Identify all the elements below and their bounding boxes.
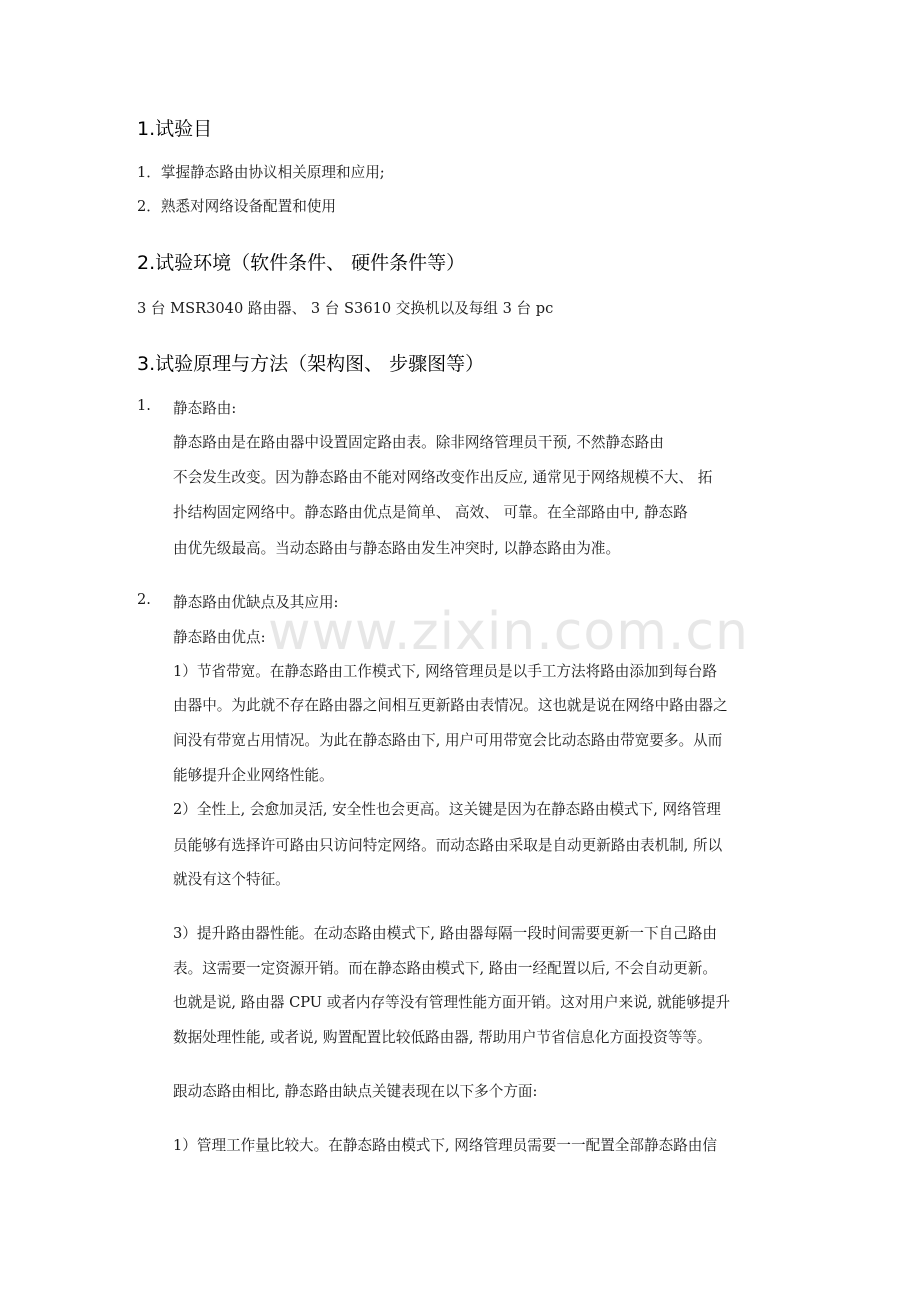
point-2-title: 静态路由优缺点及其应用:	[173, 594, 339, 611]
paragraph-line: 2）全性上, 会愈加灵活, 安全性也会更高。这关键是因为在静态路由模式下, 网络管理	[173, 801, 721, 818]
section-2-heading: 2.试验环境（软件条件、 硬件条件等）	[137, 252, 466, 274]
section-1-heading: 1.试验目	[137, 118, 213, 140]
paragraph-line: 表。这需要一定资源开销。而在静态路由模式下, 路由一经配置以后, 不会自动更新。	[173, 960, 717, 977]
paragraph-line: 员能够有选择许可路由只访问特定网络。而动态路由采取是自动更新路由表机制, 所以	[173, 837, 723, 854]
paragraph-line: 能够提升企业网络性能。	[173, 767, 334, 784]
paragraph-line: 1）节省带宽。在静态路由工作模式下, 网络管理员是以手工方法将路由添加到每台路	[173, 663, 717, 680]
objective-item-2: 2．熟悉对网络设备配置和使用	[137, 198, 337, 215]
point-1-number: 1.	[137, 397, 151, 414]
paragraph-line: 由器中。为此就不存在路由器之间相互更新路由表情况。这也就是说在网络中路由器之	[173, 697, 728, 714]
point-2-number: 2.	[137, 591, 151, 608]
paragraph-line: 间没有带宽占用情况。为此在静态路由下, 用户可用带宽会比动态路由带宽要多。从而	[173, 732, 723, 749]
paragraph-line: 静态路由是在路由器中设置固定路由表。除非网络管理员干预, 不然静态路由	[173, 434, 664, 451]
paragraph-line: 也就是说, 路由器 CPU 或者内存等没有管理性能方面开销。这对用户来说, 就能够提升	[173, 994, 731, 1011]
paragraph-line: 1）管理工作量比较大。在静态路由模式下, 网络管理员需要一一配置全部静态路由信	[173, 1137, 717, 1154]
advantages-subtitle: 静态路由优点:	[173, 629, 266, 646]
watermark: www.zixin.com.cn	[268, 602, 749, 662]
paragraph-line: 3）提升路由器性能。在动态路由模式下, 路由器每隔一段时间需要更新一下自己路由	[173, 925, 717, 942]
section-3-heading: 3.试验原理与方法（架构图、 步骤图等）	[137, 353, 485, 375]
point-1-title: 静态路由:	[173, 400, 237, 417]
disadvantages-intro: 跟动态路由相比, 静态路由缺点关键表现在以下多个方面:	[173, 1083, 538, 1100]
paragraph-line: 数据处理性能, 或者说, 购置配置比较低路由器, 帮助用户节省信息化方面投资等等。	[173, 1029, 712, 1046]
paragraph-line: 不会发生改变。因为静态路由不能对网络改变作出反应, 通常见于网络规模不大、 拓	[173, 469, 713, 486]
environment-text: 3 台 MSR3040 路由器、 3 台 S3610 交换机以及每组 3 台 pc	[137, 300, 554, 317]
paragraph-line: 就没有这个特征。	[173, 871, 290, 888]
objective-item-1: 1．掌握静态路由协议相关原理和应用;	[137, 164, 385, 181]
paragraph-line: 扑结构固定网络中。静态路由优点是简单、 高效、 可靠。在全部路由中, 静态路	[173, 504, 688, 521]
paragraph-line: 由优先级最高。当动态路由与静态路由发生冲突时, 以静态路由为准。	[173, 540, 621, 557]
